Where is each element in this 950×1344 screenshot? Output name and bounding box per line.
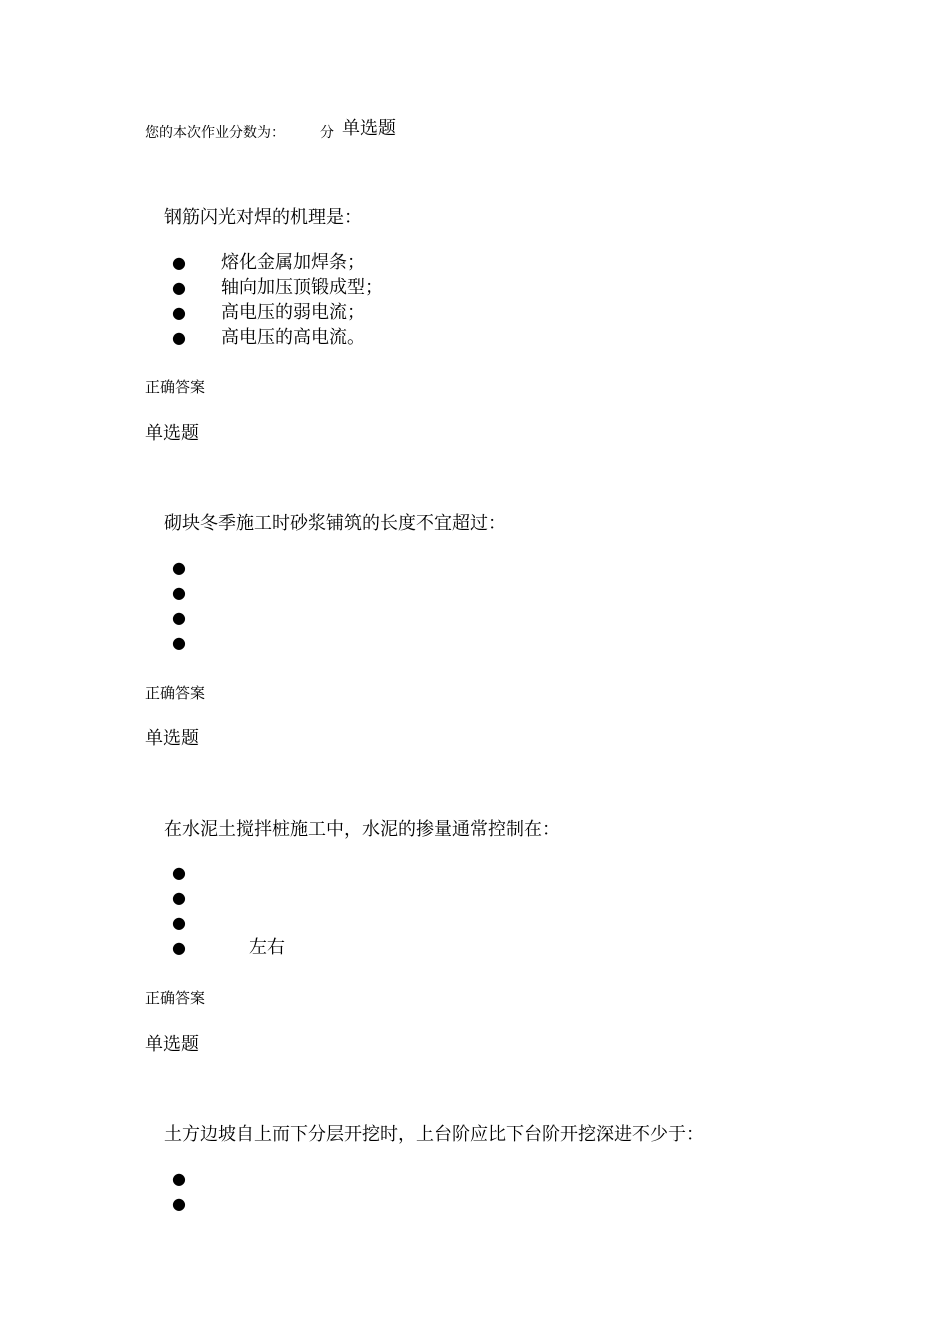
- option-text: 高电压的弱电流；: [221, 302, 365, 323]
- question-stem: 在水泥土搅拌桩施工中，水泥的掺量通常控制在：: [164, 819, 560, 840]
- question-type-label: 单选题: [145, 728, 199, 749]
- bullet-icon: ●: [172, 303, 186, 322]
- score-unit: 分: [320, 125, 334, 141]
- bullet-icon: ●: [172, 938, 186, 957]
- question-type-label: 单选题: [145, 1034, 199, 1055]
- bullet-icon: ●: [172, 608, 186, 627]
- option-text: 高电压的高电流。: [221, 327, 365, 348]
- option-text: 熔化金属加焊条；: [221, 252, 365, 273]
- bullet-icon: ●: [172, 558, 186, 577]
- question-type-label: 单选题: [342, 118, 396, 139]
- option-text: 轴向加压顶锻成型；: [221, 277, 383, 298]
- bullet-icon: ●: [172, 913, 186, 932]
- question-stem: 土方边坡自上而下分层开挖时，上台阶应比下台阶开挖深进不少于：: [164, 1124, 704, 1145]
- bullet-icon: ●: [172, 1169, 186, 1188]
- bullet-icon: ●: [172, 328, 186, 347]
- bullet-icon: ●: [172, 1194, 186, 1213]
- bullet-icon: ●: [172, 633, 186, 652]
- question-stem: 砌块冬季施工时砂浆铺筑的长度不宜超过：: [164, 513, 506, 534]
- bullet-icon: ●: [172, 278, 186, 297]
- bullet-icon: ●: [172, 888, 186, 907]
- option-text: 左右: [249, 937, 285, 958]
- correct-answer-label: 正确答案: [145, 684, 206, 702]
- question-stem: 钢筋闪光对焊的机理是：: [164, 207, 362, 228]
- score-label: 您的本次作业分数为：: [145, 125, 285, 141]
- correct-answer-label: 正确答案: [145, 989, 206, 1007]
- bullet-icon: ●: [172, 863, 186, 882]
- correct-answer-label: 正确答案: [145, 378, 206, 396]
- bullet-icon: ●: [172, 583, 186, 602]
- question-type-label: 单选题: [145, 423, 199, 444]
- bullet-icon: ●: [172, 253, 186, 272]
